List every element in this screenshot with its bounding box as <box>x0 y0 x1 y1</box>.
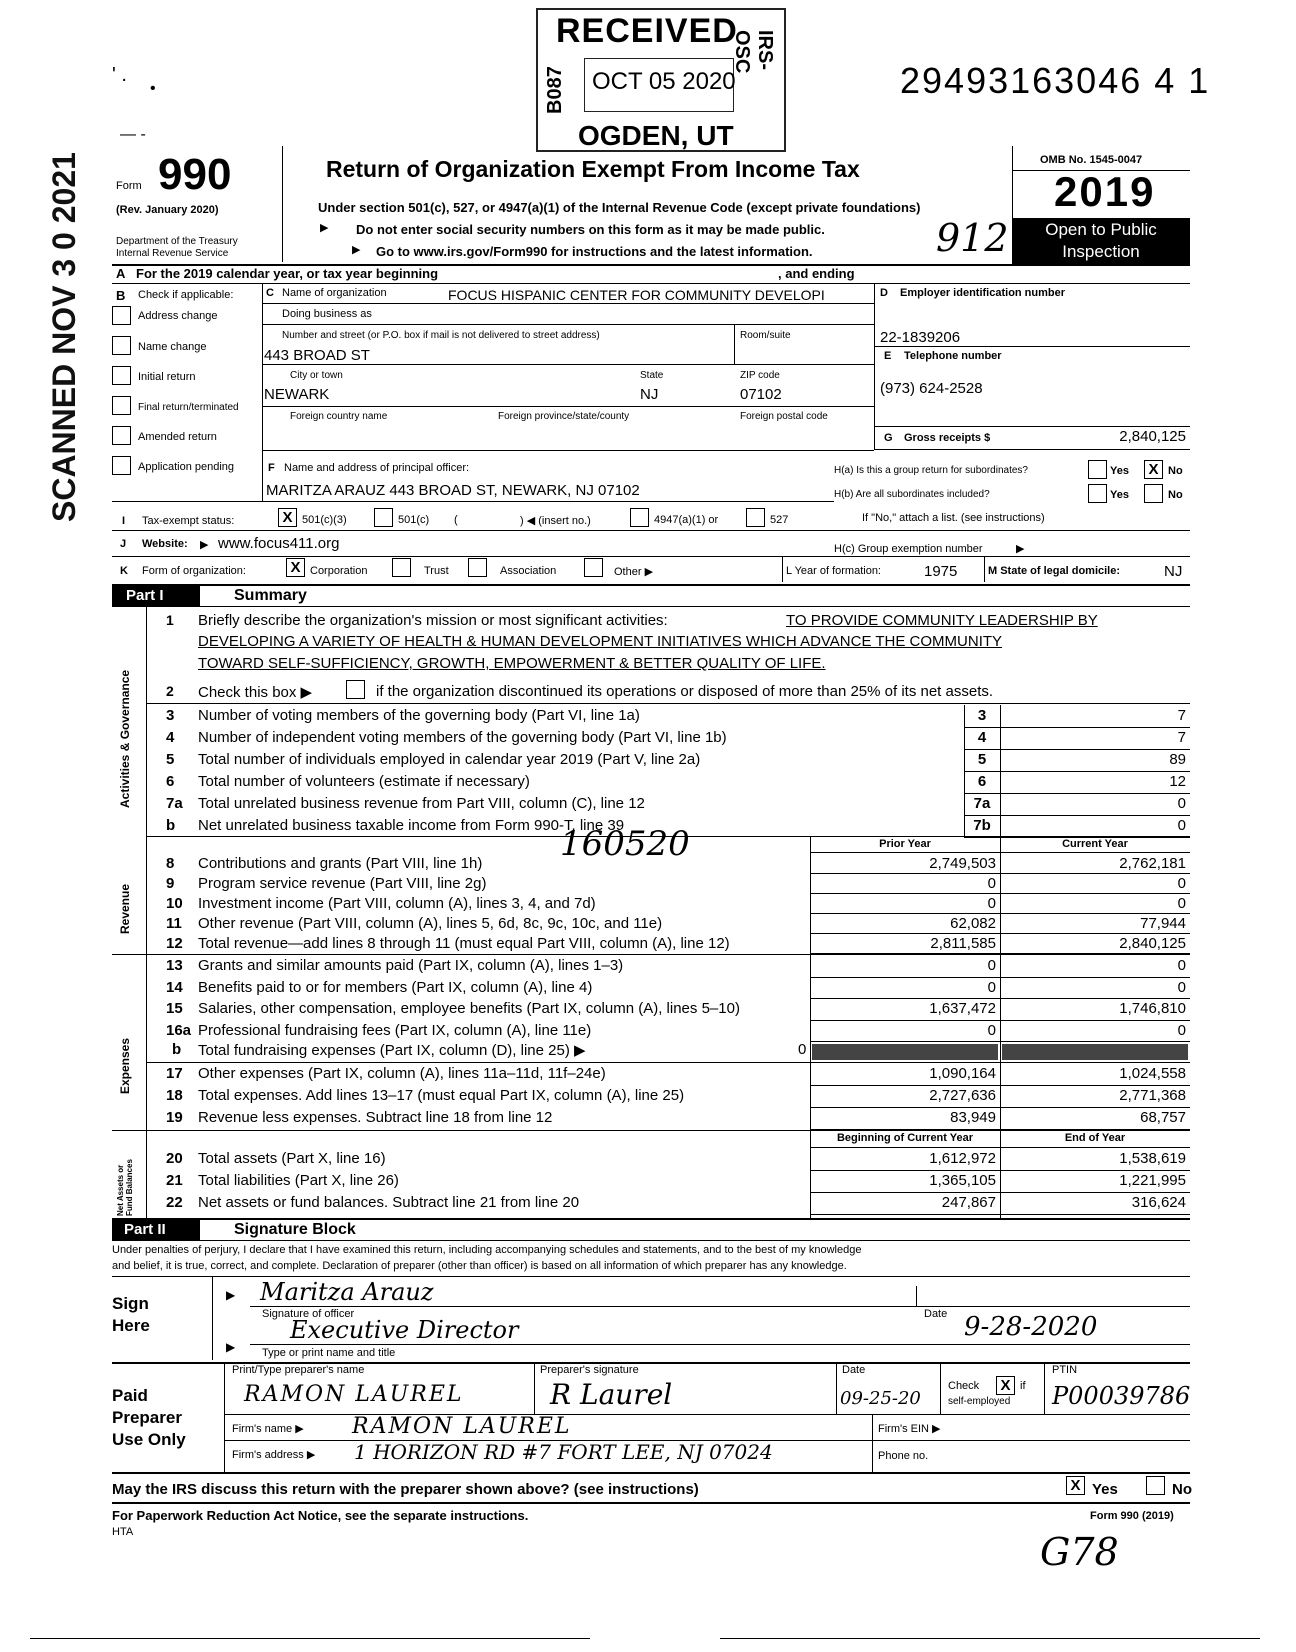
other-label: Other ▶ <box>614 566 654 578</box>
arrow-icon: ▶ <box>226 1288 236 1302</box>
self-employed-label: self-employed <box>948 1396 1011 1407</box>
scanned-side-stamp: SCANNED NOV 3 0 2021 <box>46 152 82 522</box>
sign-here-1: Sign <box>112 1294 149 1313</box>
line-number: 15 <box>166 1000 183 1017</box>
prior-value[interactable]: 0 <box>987 875 996 892</box>
discuss-yes-label: Yes <box>1092 1481 1118 1498</box>
year-formation-label: L Year of formation: <box>786 565 881 577</box>
section-b-label: B <box>116 288 126 303</box>
line2-text-a: Check this box ▶ <box>198 684 313 701</box>
ha-no-label: No <box>1168 465 1183 477</box>
insert-no-label: ) ◀ (insert no.) <box>520 515 591 527</box>
527-checkbox[interactable] <box>746 508 765 527</box>
row-divider <box>964 793 1190 794</box>
discuss-yes-checkbox[interactable]: X <box>1066 1476 1085 1495</box>
stamp-location: OGDEN, UT <box>578 120 734 151</box>
line-number: 6 <box>166 773 175 790</box>
arrow-icon: ▶ <box>352 244 361 256</box>
officer-title[interactable]: Executive Director <box>290 1316 519 1344</box>
501c3-checkbox[interactable]: X <box>278 508 297 527</box>
website-label: Website: <box>142 538 188 550</box>
current-value[interactable]: 0 <box>1177 875 1186 892</box>
line-number: 17 <box>166 1065 183 1082</box>
stamp-date: OCT 05 2020 <box>592 68 736 95</box>
line-a-ending: , and ending <box>778 266 855 281</box>
foreign-country-label: Foreign country name <box>290 411 388 422</box>
line-number: 18 <box>166 1087 183 1104</box>
side-label-expenses: Expenses <box>118 1037 132 1094</box>
firm-name[interactable]: RAMON LAUREL <box>352 1414 572 1439</box>
paperwork-notice: For Paperwork Reduction Act Notice, see the separate instructions. <box>112 1508 529 1523</box>
4947-label: 4947(a)(1) or <box>654 514 719 526</box>
prior-value[interactable]: 2,811,585 <box>930 935 996 952</box>
501c3-label: 501(c)(3) <box>302 514 347 526</box>
line-box-number: 4 <box>977 729 987 746</box>
line-box-number: 7b <box>973 817 991 834</box>
prior-value[interactable]: 0 <box>987 895 996 912</box>
line16b-label: Total fundraising expenses (Part IX, column (D), line 25) ▶ <box>198 1042 586 1059</box>
row-divider <box>810 913 1190 914</box>
stray-mark: — - <box>120 126 146 143</box>
line-box-number: 5 <box>977 751 987 768</box>
current-value[interactable]: 2,840,125 <box>1119 935 1186 952</box>
current-value[interactable]: 1,024,558 <box>1119 1065 1186 1082</box>
zip-label: ZIP code <box>740 370 780 381</box>
form-revision: (Rev. January 2020) <box>116 204 219 216</box>
initial-return-checkbox[interactable] <box>112 366 131 385</box>
prior-value[interactable]: 0 <box>987 978 996 996</box>
prior-value[interactable]: 0 <box>987 957 996 974</box>
stray-mark: ' . <box>112 64 127 86</box>
current-value[interactable]: 2,771,368 <box>1119 1087 1186 1104</box>
prior-value[interactable]: 0 <box>987 1021 996 1039</box>
arrow-icon: ▶ <box>226 1340 236 1354</box>
check-label: Check <box>948 1380 980 1392</box>
line-label: Total revenue—add lines 8 through 11 (must equal Part VIII, column (A), line 12) <box>198 935 730 952</box>
discuss-no-checkbox[interactable] <box>1146 1476 1165 1495</box>
zip[interactable]: 07102 <box>740 386 782 403</box>
tax-year: 2019 <box>1054 168 1156 215</box>
line-number: 8 <box>166 855 175 872</box>
ein[interactable]: 22-1839206 <box>880 329 961 346</box>
year-of-formation[interactable]: 1975 <box>924 563 958 580</box>
received-stamp <box>536 8 786 152</box>
line-number: 20 <box>166 1150 183 1167</box>
501c-paren: ( <box>454 514 458 526</box>
line-number: 11 <box>166 915 182 932</box>
line-number: 19 <box>166 1109 183 1126</box>
paid-label: Paid <box>112 1386 148 1405</box>
line-box-number: 3 <box>977 707 987 724</box>
section-g-label: G <box>884 432 893 444</box>
4947-checkbox[interactable] <box>630 508 649 527</box>
sign-date-label: Date <box>924 1308 948 1320</box>
state[interactable]: NJ <box>640 386 659 403</box>
handwritten-note: 912 <box>936 216 1009 260</box>
prior-value[interactable]: 1,365,105 <box>929 1172 996 1189</box>
section-f-label: F <box>268 462 275 474</box>
line-number: 12 <box>166 935 183 952</box>
association-label: Association <box>500 565 557 577</box>
current-value[interactable]: 2,762,181 <box>1119 855 1186 872</box>
form-number: 990 <box>158 150 232 199</box>
form-subtitle: Under section 501(c), 527, or 4947(a)(1) of the Internal Revenue Code (except private foundations) <box>318 200 921 215</box>
current-value[interactable]: 0 <box>1177 978 1186 996</box>
line-label: Net assets or fund balances. Subtract line 21 from line 20 <box>198 1194 580 1211</box>
line-label: Number of independent voting members of the governing body (Part VI, line 1b) <box>198 729 727 746</box>
line-label: Contributions and grants (Part VIII, line 1h) <box>198 855 483 872</box>
line16b-value[interactable]: 0 <box>798 1041 807 1058</box>
preparer-name-label: Print/Type preparer's name <box>232 1364 365 1376</box>
row-divider <box>810 1041 1190 1042</box>
col-end-year: End of Year <box>1064 1132 1126 1144</box>
line-label: Other revenue (Part VIII, column (A), lines 5, 6d, 8c, 9c, 10c, and 11e) <box>198 915 663 932</box>
current-value[interactable]: 0 <box>1177 895 1186 912</box>
row-divider <box>810 873 1190 874</box>
hc-label: H(c) Group exemption number <box>834 543 983 555</box>
name-change-label: Name change <box>138 341 207 353</box>
preparer-signature-label: Preparer's signature <box>540 1364 639 1376</box>
foreign-province-label: Foreign province/state/county <box>498 411 630 422</box>
line-value[interactable]: 0 <box>1177 795 1186 812</box>
amended-return-label: Amended return <box>138 431 217 443</box>
form-title: Return of Organization Exempt From Income Tax <box>326 156 860 182</box>
omb-number: OMB No. 1545-0047 <box>1040 154 1143 166</box>
footer-form-label: Form 990 (2019) <box>1090 1510 1174 1522</box>
side-label-revenue: Revenue <box>118 883 132 934</box>
row-divider <box>810 1107 1190 1108</box>
line-value[interactable]: 7 <box>1177 707 1186 724</box>
ein-label: Employer identification number <box>900 287 1066 299</box>
line-number: 9 <box>166 875 175 892</box>
line-k-label: K <box>120 565 128 577</box>
mission-line1[interactable]: TO PROVIDE COMMUNITY LEADERSHIP BY <box>786 612 1098 629</box>
form-of-org-label: Form of organization: <box>142 565 246 577</box>
current-value[interactable]: 77,944 <box>1140 915 1186 932</box>
line-box-number: 7a <box>973 795 991 812</box>
firm-ein-label: Firm's EIN ▶ <box>878 1423 941 1435</box>
handwritten-footer-note: G78 <box>1040 1530 1119 1574</box>
preparer-label: Preparer <box>112 1408 182 1427</box>
firm-address[interactable]: 1 HORIZON RD #7 FORT LEE, NJ 07024 <box>354 1440 773 1464</box>
line-value[interactable]: 89 <box>1169 751 1186 768</box>
line-number: b <box>166 817 176 834</box>
foreign-postal-label: Foreign postal code <box>740 411 828 422</box>
arrow-icon: ▶ <box>320 222 329 234</box>
line-number: 10 <box>166 895 183 912</box>
dept-treasury: Department of the Treasury <box>116 236 238 247</box>
current-value[interactable]: 1,221,995 <box>1119 1172 1186 1189</box>
officer-sign-date[interactable]: 9-28-2020 <box>964 1312 1098 1342</box>
line-label: Investment income (Part VIII, column (A), lines 3, 4, and 7d) <box>198 895 596 912</box>
stamp-left-code: B087 <box>544 66 566 114</box>
line-label: Total expenses. Add lines 13–17 (must equal Part IX, column (A), line 25) <box>198 1087 685 1104</box>
hb-question: H(b) Are all subordinates included? <box>834 489 990 500</box>
prior-value[interactable]: 1,090,164 <box>929 1065 996 1082</box>
use-only-label: Use Only <box>112 1430 186 1449</box>
legal-domicile-label: M State of legal domicile: <box>988 565 1121 577</box>
side-label-net-assets: Net Assets or Fund Balances <box>116 1159 134 1216</box>
prior-value[interactable]: 1,612,972 <box>929 1150 996 1167</box>
firm-name-label: Firm's name ▶ <box>232 1423 304 1435</box>
line-number: 16a <box>166 1021 192 1039</box>
open-to-public: Open to Public <box>1045 220 1157 239</box>
amended-return-checkbox[interactable] <box>112 426 131 445</box>
officer-signature[interactable]: Maritza Arauz <box>260 1278 434 1306</box>
line-label: Total assets (Part X, line 16) <box>198 1150 386 1167</box>
room-suite-label: Room/suite <box>740 330 791 341</box>
line-label: Number of voting members of the governing body (Part VI, line 1a) <box>198 707 640 724</box>
org-name-label: Name of organization <box>282 287 387 299</box>
ha-no-checkbox[interactable]: X <box>1144 460 1163 479</box>
preparer-signature[interactable]: R Laurel <box>550 1378 673 1411</box>
prior-value[interactable]: 2,749,503 <box>929 855 996 872</box>
ha-question: H(a) Is this a group return for subordinates? <box>834 465 1028 476</box>
shaded-cell <box>812 1044 998 1060</box>
section-b-title: Check if applicable: <box>138 289 234 301</box>
col-beginning-year: Beginning of Current Year <box>836 1132 974 1144</box>
line16b-num: b <box>172 1041 182 1058</box>
principal-officer[interactable]: MARITZA ARAUZ 443 BROAD ST, NEWARK, NJ 07102 <box>266 482 640 499</box>
527-label: 527 <box>770 514 789 526</box>
row-divider <box>810 1085 1190 1086</box>
arrow-icon: ▶ <box>200 539 209 551</box>
row-divider <box>810 977 1190 978</box>
form-label: Form <box>116 180 142 192</box>
tax-exempt-status-label: Tax-exempt status: <box>142 515 235 527</box>
line2-text-b: if the organization discontinued its operations or disposed of more than 25% of its net assets. <box>376 683 994 700</box>
irs-discuss-question: May the IRS discuss this return with the preparer shown above? (see instructions) <box>112 1481 699 1498</box>
inspection: Inspection <box>1062 242 1140 261</box>
hb-yes-checkbox[interactable] <box>1088 484 1107 503</box>
line-number: 22 <box>166 1194 183 1211</box>
prior-value[interactable]: 62,082 <box>950 915 996 932</box>
irs-link-instruction: Go to www.irs.gov/Form990 for instructions and the latest information. <box>376 244 813 259</box>
ptin-label: PTIN <box>1052 1364 1078 1376</box>
final-return-label: Final return/terminated <box>138 402 239 413</box>
line-number: 21 <box>166 1172 183 1189</box>
line1-num: 1 <box>166 612 174 628</box>
column-divider <box>964 705 965 837</box>
city-label: City or town <box>290 370 343 381</box>
501c-label: 501(c) <box>398 514 430 526</box>
line-label: Revenue less expenses. Subtract line 18 from line 12 <box>198 1109 553 1126</box>
row-divider <box>964 815 1190 816</box>
line-number: 7a <box>166 795 183 812</box>
line-box-number: 6 <box>977 773 987 790</box>
signature-label: Signature of officer <box>262 1308 355 1320</box>
telephone-number[interactable]: (973) 624-2528 <box>880 380 983 397</box>
stamp-right-code: IRS-OSC <box>731 30 776 74</box>
type-name-label: Type or print name and title <box>262 1347 396 1359</box>
current-value[interactable]: 0 <box>1177 1021 1186 1039</box>
line-label: Other expenses (Part IX, column (A), lines 11a–11d, 11f–24e) <box>198 1065 606 1082</box>
line-label: Total number of volunteers (estimate if necessary) <box>198 773 530 790</box>
gross-receipts[interactable]: 2,840,125 <box>1119 428 1186 445</box>
sign-here-2: Here <box>112 1316 150 1335</box>
col-prior-year: Prior Year <box>879 838 931 850</box>
stray-mark: • <box>150 80 156 97</box>
prior-value[interactable]: 1,637,472 <box>929 1000 996 1017</box>
column-divider <box>1000 705 1001 837</box>
address-change-label: Address change <box>138 310 218 322</box>
corporation-label: Corporation <box>310 565 368 577</box>
line-a-label: A <box>116 266 126 281</box>
line-label: Grants and similar amounts paid (Part IX, column (A), lines 1–3) <box>198 957 624 974</box>
dept-irs: Internal Revenue Service <box>116 248 229 259</box>
shaded-cell <box>1002 1044 1188 1060</box>
line-label: Salaries, other compensation, employee benefits (Part IX, column (A), lines 5–10) <box>198 1000 740 1017</box>
part2-title: Signature Block <box>234 1221 356 1238</box>
row-divider <box>810 1214 1190 1215</box>
perjury-statement-1: Under penalties of perjury, I declare that I have examined this return, including accompanying schedules and statements, and to the best of my knowledge <box>112 1244 862 1256</box>
side-label-governance: Activities & Governance <box>118 669 132 808</box>
current-value[interactable]: 68,757 <box>1140 1109 1186 1126</box>
line-number: 5 <box>166 751 175 768</box>
prior-value[interactable]: 83,949 <box>950 1109 996 1126</box>
line-label: Total number of individuals employed in calendar year 2019 (Part V, line 2a) <box>198 751 701 768</box>
ssn-instruction: Do not enter social security numbers on this form as it may be made public. <box>356 222 825 237</box>
line-a-text: For the 2019 calendar year, or tax year beginning <box>136 266 439 281</box>
state-legal-domicile[interactable]: NJ <box>1164 563 1183 580</box>
part2-tag: Part II <box>124 1221 166 1238</box>
initial-return-label: Initial return <box>138 371 196 383</box>
phone-label: Telephone number <box>904 350 1002 362</box>
col-current-year: Current Year <box>1062 838 1128 850</box>
line-number: 13 <box>166 957 183 974</box>
row-divider <box>810 998 1190 999</box>
preparer-date-label: Date <box>842 1364 866 1376</box>
ha-yes-checkbox[interactable] <box>1088 460 1107 479</box>
row-divider <box>810 1192 1190 1193</box>
line-label: Program service revenue (Part VIII, line 2g) <box>198 875 487 892</box>
prior-value[interactable]: 247,867 <box>941 1194 996 1211</box>
hb-yes-label: Yes <box>1110 489 1129 501</box>
line-label: Benefits paid to or for members (Part IX, column (A), line 4) <box>198 978 593 996</box>
501c-checkbox[interactable] <box>374 508 393 527</box>
line1-label: Briefly describe the organization's mission or most significant activities: <box>198 612 668 629</box>
if-label: if <box>1020 1380 1026 1392</box>
section-e-label: E <box>884 350 892 362</box>
part1-tag: Part I <box>126 587 164 604</box>
application-pending-checkbox[interactable] <box>112 456 131 475</box>
line-label: Total liabilities (Part X, line 26) <box>198 1172 399 1189</box>
association-checkbox[interactable] <box>468 558 487 577</box>
city[interactable]: NEWARK <box>264 386 330 403</box>
row-divider <box>964 727 1190 728</box>
row-divider <box>964 771 1190 772</box>
arrow-icon: ▶ <box>1016 543 1025 555</box>
perjury-statement-2: and belief, it is true, correct, and complete. Declaration of preparer (other than officer) is based on all information of which preparer has any knowledge. <box>112 1260 847 1272</box>
current-value[interactable]: 1,538,619 <box>1119 1150 1186 1167</box>
website[interactable]: www.focus411.org <box>218 535 340 552</box>
address-change-checkbox[interactable] <box>112 306 131 325</box>
row-divider <box>810 933 1190 934</box>
org-name[interactable]: FOCUS HISPANIC CENTER FOR COMMUNITY DEVELOPI <box>448 287 825 303</box>
line2-num: 2 <box>166 683 174 699</box>
trust-label: Trust <box>424 565 449 577</box>
gross-receipts-label: Gross receipts $ <box>904 432 991 444</box>
stamp-received-text: RECEIVED <box>556 12 738 50</box>
firm-address-label: Firm's address ▶ <box>232 1449 316 1461</box>
line-number: 4 <box>166 729 175 746</box>
current-value[interactable]: 0 <box>1177 957 1186 974</box>
state-label: State <box>640 370 664 381</box>
prior-value[interactable]: 2,727,636 <box>929 1087 996 1104</box>
document-locator-number: 29493163046 4 1 <box>900 60 1211 101</box>
hb-no-checkbox[interactable] <box>1144 484 1163 503</box>
row-divider <box>810 893 1190 894</box>
line-j-label: J <box>120 538 127 550</box>
preparer-date[interactable]: 09-25-20 <box>840 1388 921 1409</box>
line-number: 14 <box>166 978 183 996</box>
hta-label: HTA <box>112 1526 134 1538</box>
corporation-checkbox[interactable]: X <box>286 558 305 577</box>
row-divider <box>964 749 1190 750</box>
line-number: 3 <box>166 707 175 724</box>
name-change-checkbox[interactable] <box>112 336 131 355</box>
line-label: Net unrelated business taxable income from Form 990-T, line 39 <box>198 817 625 834</box>
mission-line3[interactable]: TOWARD SELF-SUFFICIENCY, GROWTH, EMPOWERMENT & BETTER QUALITY OF LIFE. <box>198 655 826 672</box>
other-checkbox[interactable] <box>584 558 603 577</box>
phone-no-label: Phone no. <box>878 1450 929 1462</box>
hb-no-label: No <box>1168 489 1183 501</box>
street-label: Number and street (or P.O. box if mail is not delivered to street address) <box>282 330 600 341</box>
officer-label: Name and address of principal officer: <box>284 462 470 474</box>
section-d-label: D <box>880 287 888 299</box>
part1-title: Summary <box>234 587 307 604</box>
application-pending-label: Application pending <box>138 461 235 473</box>
trust-checkbox[interactable] <box>392 558 411 577</box>
handwritten-revenue-note: 160520 <box>560 824 690 864</box>
current-value[interactable]: 1,746,810 <box>1119 1000 1186 1017</box>
current-value[interactable]: 316,624 <box>1131 1194 1186 1211</box>
street-address[interactable]: 443 BROAD ST <box>264 347 370 364</box>
preparer-name[interactable]: RAMON LAUREL <box>244 1382 464 1407</box>
section-c-label: C <box>266 287 274 299</box>
final-return-checkbox[interactable] <box>112 396 131 415</box>
discontinued-checkbox[interactable] <box>346 680 365 699</box>
discuss-no-label: No <box>1172 1481 1192 1498</box>
self-employed-checkbox[interactable]: X <box>996 1376 1015 1395</box>
ha-yes-label: Yes <box>1110 465 1129 477</box>
row-divider <box>810 1020 1190 1021</box>
line-value[interactable]: 12 <box>1169 773 1186 790</box>
line-value[interactable]: 7 <box>1177 729 1186 746</box>
line-label: Professional fundraising fees (Part IX, column (A), line 11e) <box>198 1021 592 1039</box>
line-i-label: I <box>122 515 126 527</box>
dba-label: Doing business as <box>282 308 372 320</box>
line-value[interactable]: 0 <box>1177 817 1186 834</box>
row-divider <box>810 1170 1190 1171</box>
hb-note: If "No," attach a list. (see instructions) <box>862 512 1045 524</box>
ptin[interactable]: P00039786 <box>1052 1382 1191 1410</box>
line-label: Total unrelated business revenue from Part VIII, column (C), line 12 <box>198 795 645 812</box>
mission-line2[interactable]: DEVELOPING A VARIETY OF HEALTH & HUMAN DEVELOPMENT INITIATIVES WHICH ADVANCE THE COMMUNITY <box>198 633 1003 650</box>
